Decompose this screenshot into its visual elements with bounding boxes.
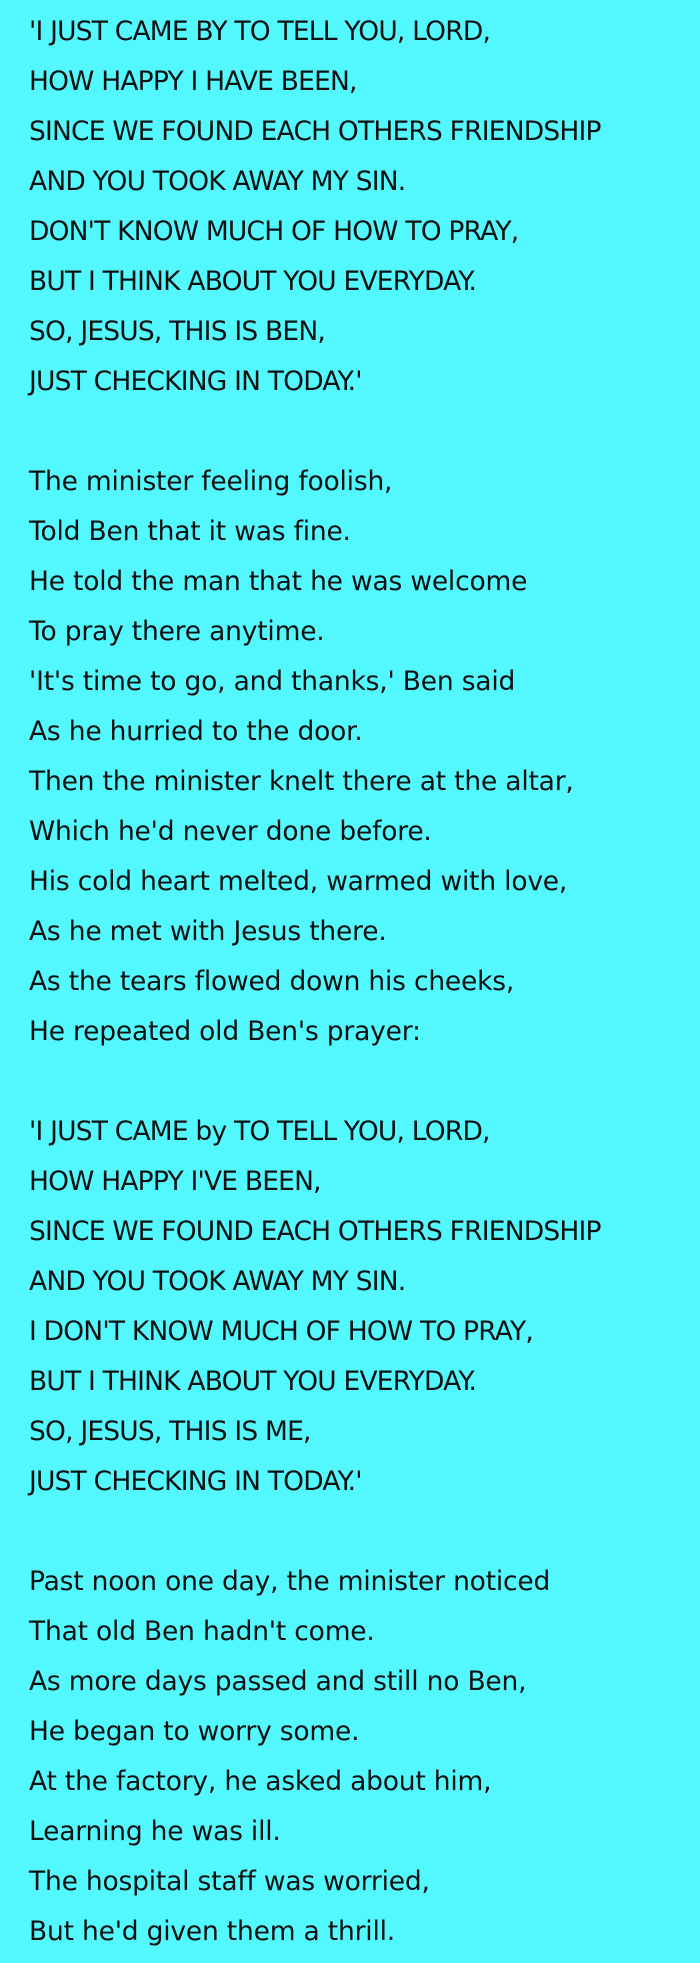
poem-line: BUT I THINK ABOUT YOU EVERYDAY. [29, 266, 477, 297]
poem-line: That old Ben hadn't come. [29, 1616, 375, 1647]
poem-line: JUST CHECKING IN TODAY.' [29, 366, 362, 397]
poem-line: At the factory, he asked about him, [29, 1766, 492, 1797]
poem-line: AND YOU TOOK AWAY MY SIN. [29, 166, 406, 197]
stanza-3 [29, 1112, 689, 1512]
poem-line: HOW HAPPY I'VE BEEN, [29, 1166, 321, 1197]
poem-line: Learning he was ill. [29, 1816, 281, 1847]
poem-line: But he'd given them a thrill. [29, 1916, 395, 1947]
poem-line: The hospital staff was worried, [29, 1866, 430, 1897]
poem-line: SINCE WE FOUND EACH OTHERS FRIENDSHIP [29, 1216, 601, 1247]
poem-line: Past noon one day, the minister noticed [29, 1566, 551, 1597]
poem-line: JUST CHECKING IN TODAY.' [29, 1466, 362, 1497]
stanza-4 [29, 1562, 689, 1962]
poem-line: DON'T KNOW MUCH OF HOW TO PRAY, [29, 216, 519, 247]
poem-line: I DON'T KNOW MUCH OF HOW TO PRAY, [29, 1316, 534, 1347]
poem-line: He repeated old Ben's prayer: [29, 1016, 421, 1047]
poem-text [29, 12, 689, 1962]
poem-line: SO, JESUS, THIS IS ME, [29, 1416, 311, 1447]
poem-line: AND YOU TOOK AWAY MY SIN. [29, 1266, 406, 1297]
poem-line: 'I JUST CAME BY TO TELL YOU, LORD, [29, 16, 491, 47]
poem-line: The minister feeling foolish, [29, 466, 393, 497]
poem-line: BUT I THINK ABOUT YOU EVERYDAY. [29, 1366, 477, 1397]
poem-line: SO, JESUS, THIS IS BEN, [29, 316, 325, 347]
poem-line: He told the man that he was welcome [29, 566, 528, 597]
stanza-2 [29, 462, 689, 1062]
poem-line: 'I JUST CAME by TO TELL YOU, LORD, [29, 1116, 490, 1147]
poem-line: As he met with Jesus there. [29, 916, 387, 947]
poem-line: Then the minister knelt there at the altar, [29, 766, 574, 797]
poem-line: As more days passed and still no Ben, [29, 1666, 527, 1697]
poem-line: He began to worry some. [29, 1716, 360, 1747]
poem-line: To pray there anytime. [29, 616, 325, 647]
poem-line: 'It's time to go, and thanks,' Ben said [29, 666, 516, 697]
poem-line: HOW HAPPY I HAVE BEEN, [29, 66, 357, 97]
poem-line: Which he'd never done before. [29, 816, 432, 847]
poem-line: As he hurried to the door. [29, 716, 363, 747]
poem-line: SINCE WE FOUND EACH OTHERS FRIENDSHIP [29, 116, 601, 147]
poem-line: As the tears flowed down his cheeks, [29, 966, 515, 997]
stanza-1 [29, 12, 689, 412]
poem-line: Told Ben that it was fine. [29, 516, 351, 547]
poem-line: His cold heart melted, warmed with love, [29, 866, 568, 897]
